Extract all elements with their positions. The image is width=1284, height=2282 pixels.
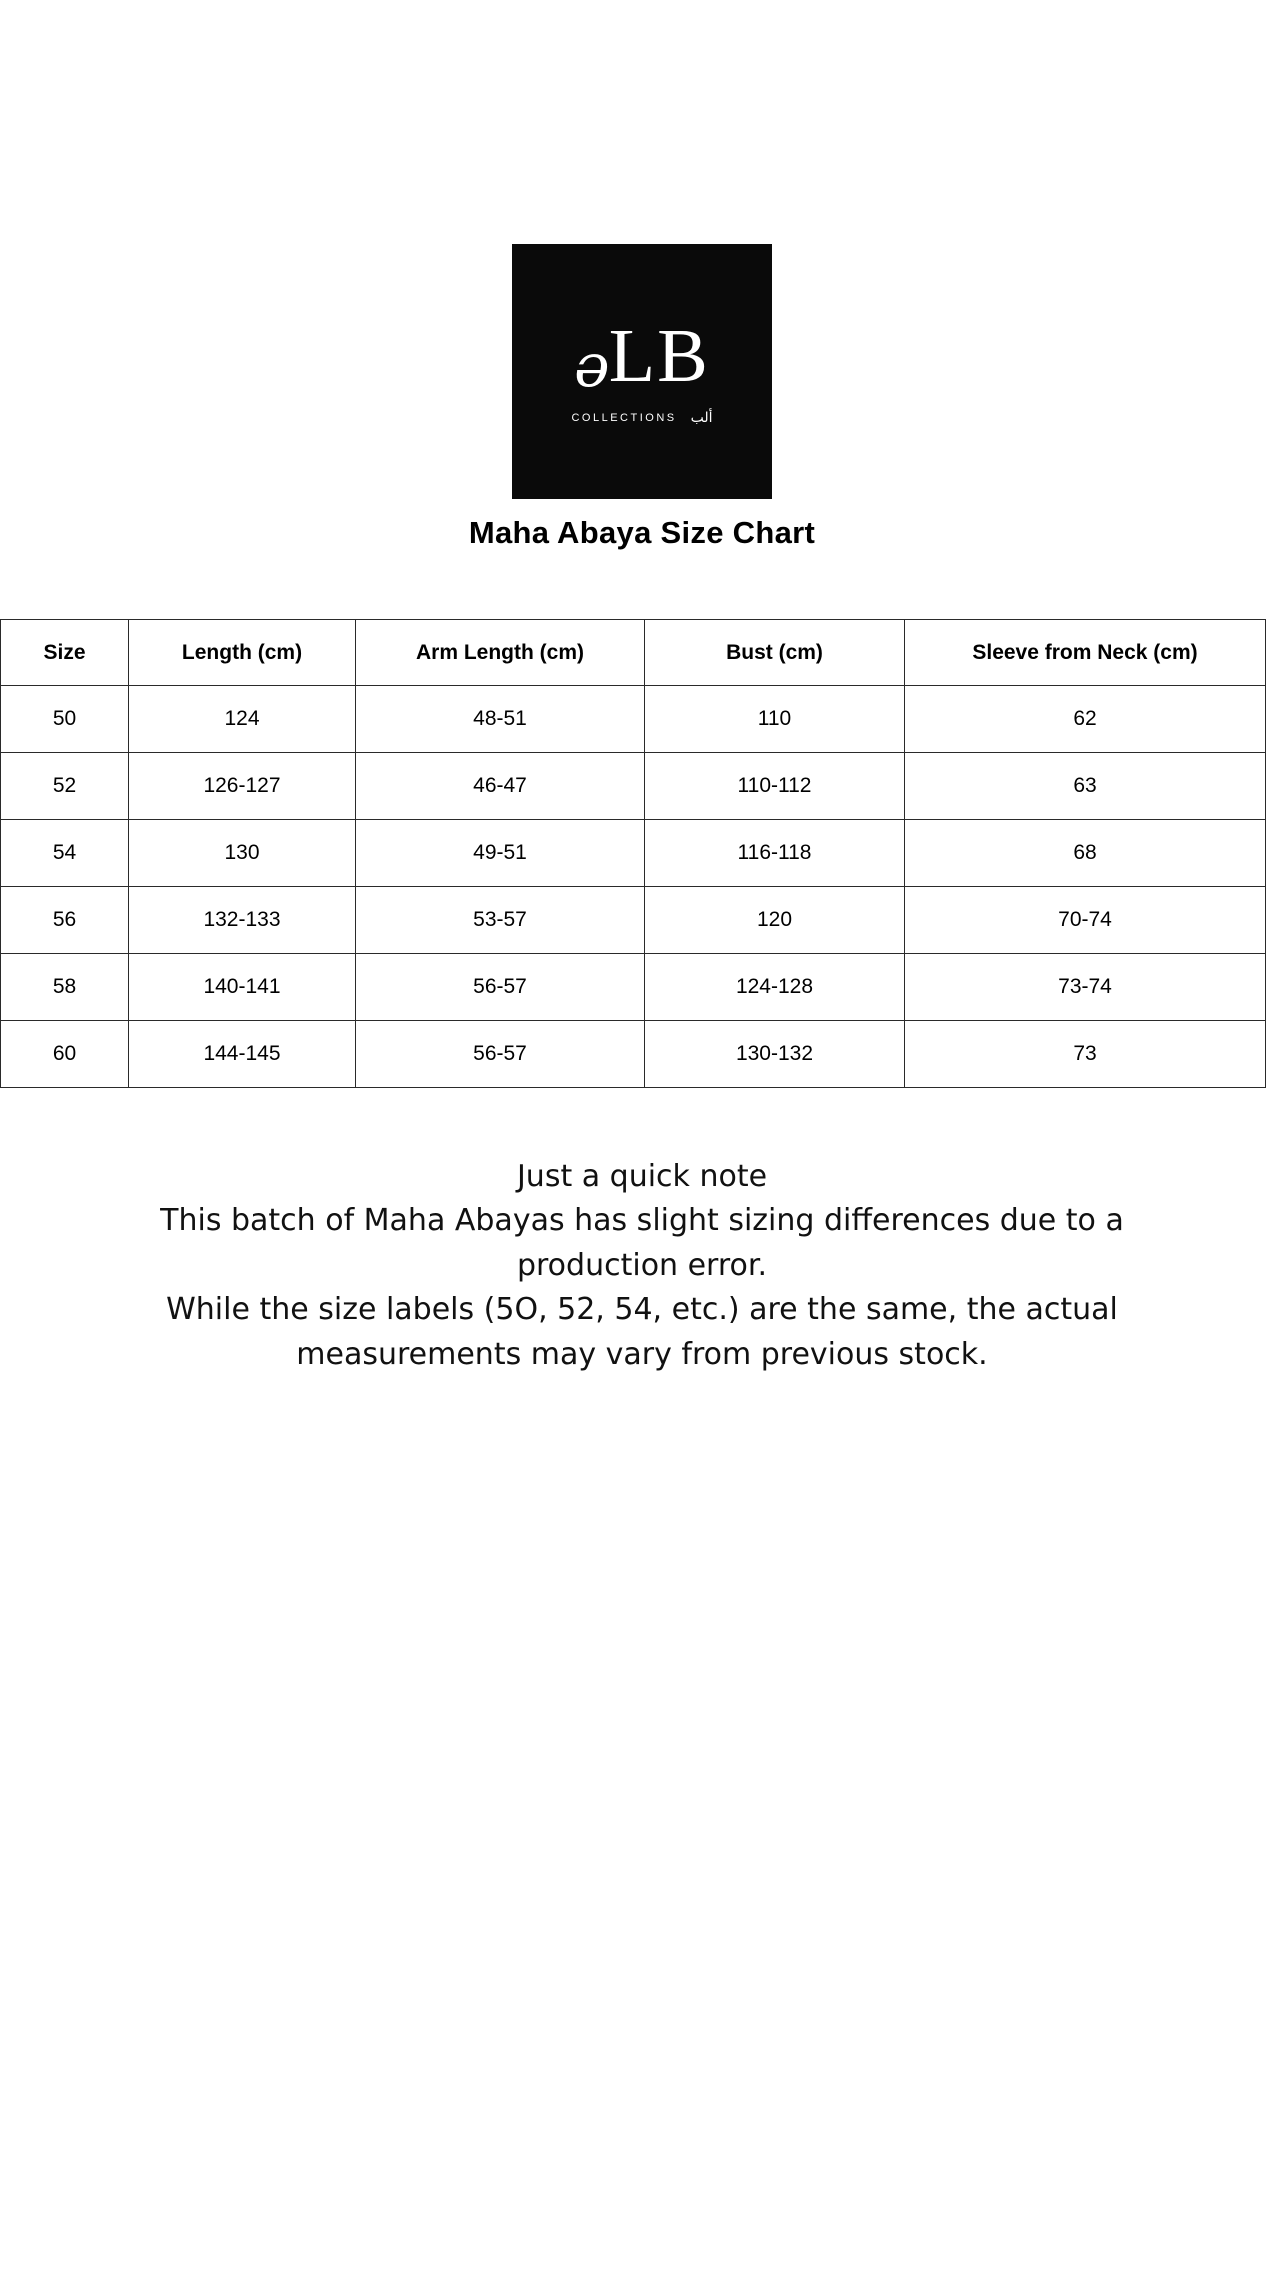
cell-length: 126-127 — [129, 753, 356, 820]
cell-arm-length: 53-57 — [356, 887, 645, 954]
logo-subtitle-en: COLLECTIONS — [571, 411, 677, 424]
note-line-1: Just a quick note — [516, 1159, 768, 1194]
cell-bust: 110 — [645, 686, 905, 753]
cell-bust: 120 — [645, 887, 905, 954]
cell-size: 58 — [1, 954, 129, 1021]
cell-length: 144-145 — [129, 1021, 356, 1088]
logo-letters-lb: LB — [608, 313, 710, 398]
size-chart-table-wrapper — [0, 619, 1265, 1088]
cell-size: 52 — [1, 753, 129, 820]
cell-arm-length: 56-57 — [356, 954, 645, 1021]
table-row — [1, 686, 1266, 753]
table-row — [1, 820, 1266, 887]
table-header-row — [1, 620, 1266, 686]
column-header-sleeve-from-neck: Sleeve from Neck (cm) — [905, 620, 1266, 686]
cell-size: 50 — [1, 686, 129, 753]
sizing-note — [62, 1155, 1222, 1377]
cell-arm-length: 48-51 — [356, 686, 645, 753]
cell-bust: 130-132 — [645, 1021, 905, 1088]
cell-bust: 124-128 — [645, 954, 905, 1021]
cell-length: 124 — [129, 686, 356, 753]
table-row — [1, 753, 1266, 820]
cell-arm-length: 49-51 — [356, 820, 645, 887]
logo-subtitle — [571, 410, 712, 426]
table-row — [1, 954, 1266, 1021]
note-line-2: This batch of Maha Abayas has slight sizing differences due to a — [160, 1203, 1124, 1239]
cell-sleeve-from-neck: 73-74 — [905, 954, 1266, 1021]
column-header-bust: Bust (cm) — [645, 620, 905, 686]
size-chart-table — [0, 619, 1266, 1088]
cell-size: 60 — [1, 1021, 129, 1088]
table-row — [1, 1021, 1266, 1088]
note-line-5: measurements may vary from previous stock. — [296, 1336, 988, 1372]
column-header-arm-length: Arm Length (cm) — [356, 620, 645, 686]
cell-length: 132-133 — [129, 887, 356, 954]
logo-letter-a: ə — [574, 330, 611, 401]
note-line-3: production error. — [516, 1247, 768, 1283]
cell-sleeve-from-neck: 70-74 — [905, 887, 1266, 954]
cell-sleeve-from-neck: 62 — [905, 686, 1266, 753]
logo-wordmark — [574, 313, 710, 401]
page-title: Maha Abaya Size Chart — [468, 515, 816, 550]
cell-size: 56 — [1, 887, 129, 954]
brand-logo — [512, 244, 772, 499]
cell-bust: 116-118 — [645, 820, 905, 887]
column-header-length: Length (cm) — [129, 620, 356, 686]
cell-size: 54 — [1, 820, 129, 887]
cell-bust: 110-112 — [645, 753, 905, 820]
note-line-4: While the size labels (5O, 52, 54, etc.) are the same, the actual — [166, 1292, 1118, 1328]
cell-length: 140-141 — [129, 954, 356, 1021]
cell-sleeve-from-neck: 63 — [905, 753, 1266, 820]
cell-sleeve-from-neck: 68 — [905, 820, 1266, 887]
logo-subtitle-ar: ألب — [690, 409, 713, 426]
cell-arm-length: 56-57 — [356, 1021, 645, 1088]
cell-sleeve-from-neck: 73 — [905, 1021, 1266, 1088]
cell-arm-length: 46-47 — [356, 753, 645, 820]
table-row — [1, 887, 1266, 954]
column-header-size: Size — [1, 620, 129, 686]
cell-length: 130 — [129, 820, 356, 887]
